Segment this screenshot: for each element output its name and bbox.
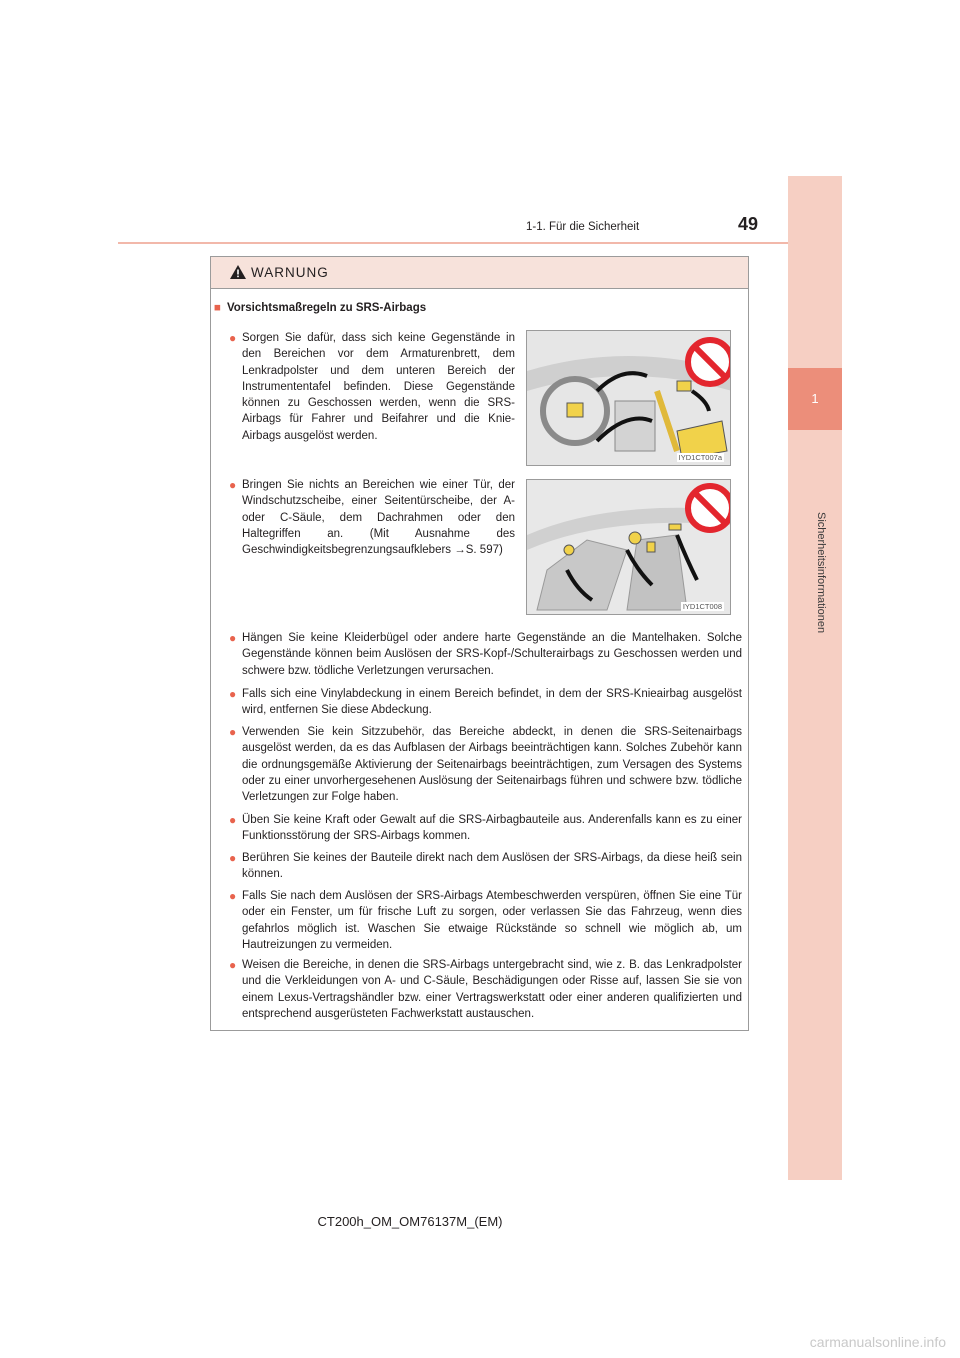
bullet-item [229, 888, 742, 953]
square-bullet-icon: ■ [214, 302, 221, 314]
bullet-text: Berühren Sie keines der Bauteile direkt nach dem Auslösen der SRS-Airbags, da diese heiß sein können. [242, 852, 742, 881]
image-code-label: IYD1CT007a [678, 453, 722, 462]
round-bullet-icon: ● [229, 331, 237, 345]
page-number: 49 [738, 214, 759, 234]
bullet-text: Falls Sie nach dem Auslösen der SRS-Airbags Atembeschwerden verspüren, öffnen Sie eine Tür oder ein Fenster, um für frische Luft zu sorgen, oder verlassen Sie das Fahrzeug, wenn dies gefahrlos möglich ist. Waschen Sie etwaige Rückstände so schnell wie möglich ab, um Hautreizungen zu vermeiden. [242, 890, 742, 951]
image-code-label: IYD1CT008 [682, 602, 722, 611]
round-bullet-icon: ● [229, 725, 237, 739]
bullet-text: Falls sich eine Vinylabdeckung in einem Bereich befindet, in dem der SRS-Knieairbag ausgelöst wird, entfernen Sie diese Abdeckung. [242, 688, 742, 717]
bullet-item [229, 957, 742, 1022]
round-bullet-icon: ● [229, 687, 237, 701]
bullet-item [229, 477, 515, 558]
section-title: 1-1. Für die Sicherheit [526, 221, 640, 233]
bullet-item [229, 686, 742, 719]
side-tab [788, 176, 842, 1180]
bullet-item [229, 724, 742, 805]
round-bullet-icon: ● [229, 631, 237, 645]
bullet-text: Bringen Sie nichts an Bereichen wie einer Tür, der Windschutzscheibe, einer Seitentürscheibe, der A- oder C-Säule, dem Dachrahmen oder den Haltegriffen an. (Mit Ausnahme des Geschwindigkeitsbegrenzungsaufklebers →S. 597) [242, 479, 515, 557]
round-bullet-icon: ● [229, 958, 237, 972]
watermark: carmanualsonline.info [809, 1334, 946, 1350]
bullet-text: Üben Sie keine Kraft oder Gewalt auf die SRS-Airbagbauteile aus. Anderenfalls kann es zu einer Funktionsstörung der SRS-Airbags kommen. [242, 814, 742, 843]
interior-drawing-icon [527, 480, 731, 615]
warning-header [211, 257, 748, 289]
warning-title: WARNUNG [251, 265, 329, 280]
bullet-item [229, 630, 742, 679]
round-bullet-icon: ● [229, 813, 237, 827]
interior-illustration [526, 479, 731, 615]
round-bullet-icon: ● [229, 889, 237, 903]
bullet-text: Verwenden Sie kein Sitzzubehör, das Bereiche abdeckt, in denen die SRS-Seitenairbags ausgelöst werden, da es das Aufblasen der Airbags beeinträchtigen kann. Solches Zubehör kann die ordnungsgemäße Aktivierung der Seitenairbags beeinträchtigen, zum Versagen des Systems oder zu einer unvorhergesehenen Auslösung der Seitenairbags führen und schwere bzw. tödliche Verletzungen zur Folge haben. [242, 726, 742, 804]
warning-subheading-text: Vorsichtsmaßregeln zu SRS-Airbags [226, 302, 427, 314]
bullet-item [229, 850, 742, 883]
side-tab-chapter-title: Sicherheitsinformationen [815, 512, 827, 634]
bullet-text: Sorgen Sie dafür, dass sich keine Gegenstände in den Bereichen vor dem Armaturenbrett, dem Lenkradpolster und dem unteren Bereich der Instrumententafel befinden. Diese Gegenstände können zu Geschossen werden, wenn die SRS-Airbags für Fahrer und Beifahrer und die Knie-Airbags ausgelöst werden. [242, 332, 515, 442]
header-rule [118, 242, 788, 244]
document-code: CT200h_OM_OM76137M_(EM) [317, 1214, 503, 1229]
dashboard-drawing-icon [527, 331, 731, 466]
bullet-text: Weisen die Bereiche, in denen die SRS-Airbags untergebracht sind, wie z. B. das Lenkradpolster und die Verkleidungen von A- und C-Säule, Beschädigungen oder Risse auf, lassen Sie sie von einem Lexus-Vertragshändler bzw. einer Vertragswerkstatt oder einer anderen qualifizierten und entsprechend ausgerüsteten Fachwerkstatt austauschen. [242, 959, 742, 1020]
bullet-item [229, 330, 515, 444]
dashboard-illustration [526, 330, 731, 466]
warning-triangle-icon [229, 264, 247, 280]
round-bullet-icon: ● [229, 478, 237, 492]
warning-subheading [214, 302, 426, 314]
round-bullet-icon: ● [229, 851, 237, 865]
bullet-text: Hängen Sie keine Kleiderbügel oder andere harte Gegenstände an die Mantelhaken. Solche Gegenstände können beim Auslösen der SRS-Kopf-/Schulterairbags zu Geschossen werden und schwere bzw. tödliche Verletzungen verursachen. [242, 632, 742, 677]
bullet-item [229, 812, 742, 845]
side-tab-chapter-number: 1 [788, 368, 842, 430]
